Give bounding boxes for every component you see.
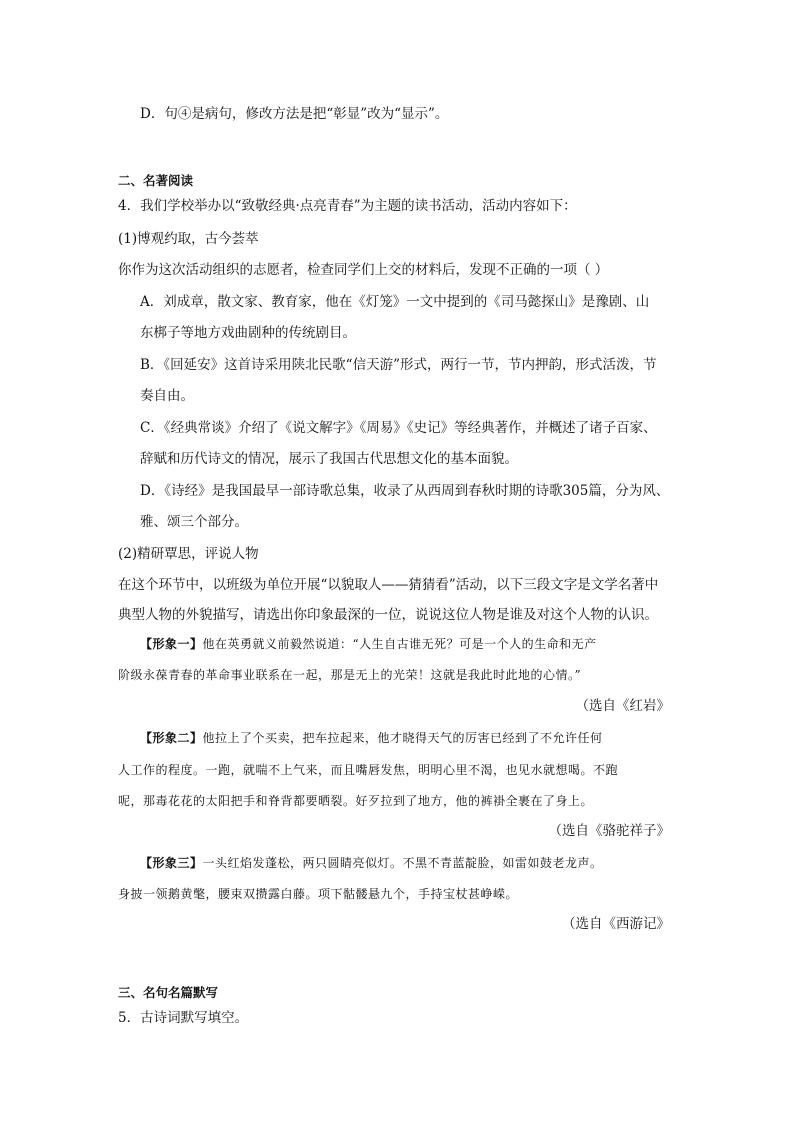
part-2-text-line2: 典型人物的外貌描写，请选出你印象最深的一位，说说这位人物是谁及对这个人物的认识。 <box>118 607 658 623</box>
image-3-source: （选自《西游记》 <box>562 916 670 932</box>
option-a-line2: 东梆子等地方戏曲剧种的传统剧目。 <box>140 325 356 341</box>
image-3-line1 <box>140 853 603 873</box>
image-1-line2: 阶级永葆青春的革命事业联系在一起，那是无上的光荣！这就是我此时此地的心情。” <box>118 668 582 682</box>
image-2-tag: 【形象二】 <box>140 731 203 745</box>
image-1-source: （选自《红岩》 <box>575 698 670 714</box>
option-d-line2: 雅、颂三个部分。 <box>140 514 248 530</box>
part-2-text-line1: 在这个环节中，以班级为单位开展“以貌取人——猜猜看”活动，以下三段文字是文学名著中 <box>118 577 659 593</box>
image-2-source: （选自《骆驼祥子》 <box>548 823 670 839</box>
option-a-line1: A．刘成章，散文家、教育家，他在《灯笼》一文中提到的《司马懿探山》是豫剧、山 <box>140 294 650 310</box>
option-d-line1: D．《诗经》是我国最早一部诗歌总集，收录了从西周到春秋时期的诗歌305篇，分为风、 <box>140 483 670 499</box>
image-2-line3: 呢，那毒花花的太阳把手和脊背都要晒裂。好歹拉到了地方，他的裤褂全裹在了身上。 <box>118 794 594 808</box>
image-3-text1: 一头红焰发蓬松，两只圆睛亮似灯。不黑不青蓝靛脸，如雷如鼓老龙声。 <box>202 856 603 870</box>
image-1-tag: 【形象一】 <box>140 637 203 651</box>
part-1-title: (1)博观约取，古今荟萃 <box>118 231 259 247</box>
question-5: 5．古诗词默写填空。 <box>118 1010 249 1026</box>
section-heading-classics: 二、名著阅读 <box>118 173 194 188</box>
part-2-title: (2)精研覃思，评说人物 <box>118 546 259 562</box>
option-c-line2: 辞赋和历代诗文的情况，展示了我国古代思想文化的基本面貌。 <box>140 451 518 467</box>
option-d-top: D．句④是病句，修改方法是把“彰显”改为“显示”。 <box>140 106 449 122</box>
question-4-intro: 4．我们学校举办以“致敬经典·点亮青春”为主题的读书活动，活动内容如下： <box>118 198 577 214</box>
image-1-line1 <box>140 634 597 654</box>
image-2-text1: 他拉上了个买卖，把车拉起来，他才晓得天气的厉害已经到了不允许任何 <box>202 731 603 745</box>
option-b-line2: 奏自由。 <box>140 388 194 404</box>
image-3-tag: 【形象三】 <box>140 856 203 870</box>
section-heading-dictation: 三、名句名篇默写 <box>118 985 219 1000</box>
image-2-line1 <box>140 728 603 748</box>
option-c-line1: C．《经典常谈》介绍了《说文解字》《周易》《史记》等经典著作，并概述了诸子百家、 <box>140 420 657 436</box>
option-b-line1: B．《回延安》这首诗采用陕北民歌“信天游”形式，两行一节，节内押韵，形式活泼，节 <box>140 357 657 373</box>
image-3-line2: 身披一领鹅黄氅，腰束双攒露白藤。项下骷髅悬九个，手持宝杖甚峥嵘。 <box>118 887 519 901</box>
part-1-prompt: 你作为这次活动组织的志愿者，检查同学们上交的材料后，发现不正确的一项（ ） <box>118 262 609 278</box>
image-1-text1: 他在英勇就义前毅然说道：“人生自古谁无死？可是一个人的生命和无产 <box>202 637 597 651</box>
image-2-line2: 人工作的程度。一跑，就喘不上气来，而且嘴唇发焦，明明心里不渴，也见水就想喝。不跑 <box>118 763 619 777</box>
